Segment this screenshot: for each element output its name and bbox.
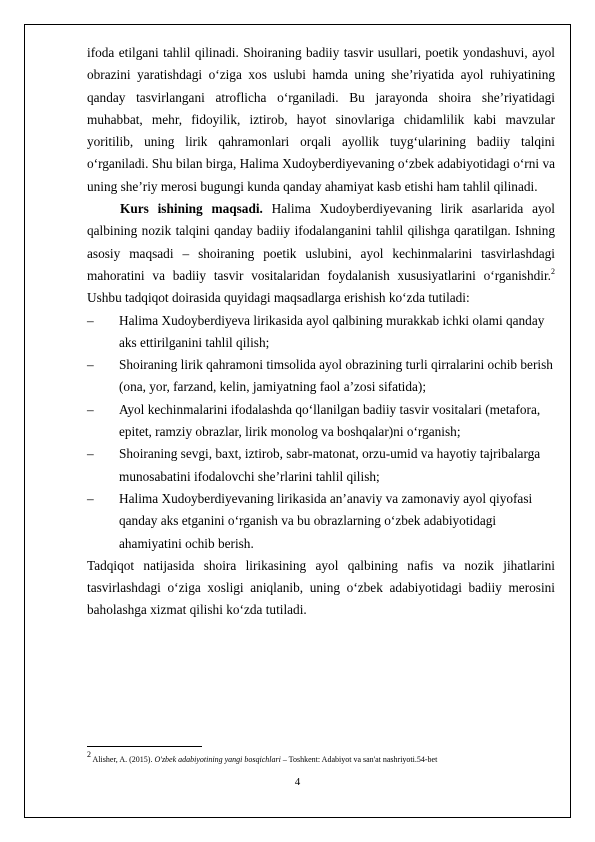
footnote-title: O'zbek adabiyotining yangi bosqichlari bbox=[154, 755, 281, 764]
list-item-text: Halima Xudoyberdiyevaning lirikasida an’anaviy va zamonaviy ayol qiyofasi qanday aks etganini o‘rganish va bu obrazlarning o‘zbek adabiyotidagi ahamiyatini ochib berish. bbox=[119, 490, 533, 551]
dash-bullet: – bbox=[87, 446, 94, 462]
list-item bbox=[87, 354, 555, 399]
goal-text-tail: Ushbu tadqiqot doirasida quyidagi maqsadlarga erishish ko‘zda tutiladi: bbox=[87, 290, 470, 306]
goal-text: Halima Xudoyberdiyevaning lirik asarlarida ayol qalbining nozik talqini qanday badiiy ifodalanganini tahlil qilishga qaratilgan. Ishning asosiy maqsadi – shoiraning poetik uslubini, ayol kechinmalarini tasvirlashdagi mahoratini va badiiy tasvir vositalaridan foydalanish xususiyatlarini o‘rganishdir. bbox=[87, 201, 555, 283]
page-number: 4 bbox=[294, 776, 301, 788]
list-item-text: Halima Xudoyberdiyeva lirikasida ayol qalbining murakkab ichki olami qanday aks ettirilganini tahlil qilish; bbox=[119, 312, 545, 350]
list-item bbox=[87, 399, 555, 444]
list-item bbox=[87, 443, 555, 488]
aims-list bbox=[87, 310, 555, 555]
page-body bbox=[87, 42, 555, 622]
footnote bbox=[87, 750, 555, 765]
footnote-reference[interactable]: 2 bbox=[551, 266, 555, 276]
footnote-source: – Toshkent: Adabiyot va san'at nashriyoti.54-bet bbox=[280, 755, 438, 764]
dash-bullet: – bbox=[87, 357, 94, 373]
paragraph-goal bbox=[87, 198, 555, 309]
list-item bbox=[87, 310, 555, 355]
list-item-text: Shoiraning sevgi, baxt, iztirob, sabr-matonat, orzu-umid va hayotiy tajribalarga munosabatini ifodalovchi she’rlarini tahlil qilish; bbox=[119, 446, 541, 484]
footnote-author: Alisher, A. (2015). bbox=[91, 755, 155, 764]
dash-bullet: – bbox=[87, 490, 94, 506]
list-item-text: Ayol kechinmalarini ifodalashda qo‘llanilgan badiiy tasvir vositalari (metafora, epitet, ramziy obrazlar, lirik monolog va boshqalar)ni o‘rganish; bbox=[119, 401, 541, 440]
list-item-text: Shoiraning lirik qahramoni timsolida ayol obrazining turli qirralarini ochib berish (ona, yor, farzand, kelin, jamiyatning faol a’zosi sifatida); bbox=[119, 357, 553, 395]
footnote-number: 2 bbox=[87, 750, 91, 760]
footnote-separator bbox=[87, 746, 202, 747]
goal-heading: Kurs ishining maqsadi. bbox=[120, 201, 263, 217]
dash-bullet: – bbox=[87, 401, 94, 417]
dash-bullet: – bbox=[87, 312, 94, 328]
paragraph-result: Tadqiqot natijasida shoira lirikasining ayol qalbining nafis va nozik jihatlarini tasvirlashdagi o‘ziga xosligi aniqlanib, uning o‘zbek adabiyotidagi badiiy merosini baholashga xizmat qilishi ko‘zda tutiladi. bbox=[87, 557, 555, 618]
paragraph-intro: ifoda etilgani tahlil qilinadi. Shoiraning badiiy tasvir usullari, poetik yondashuvi, ayol obrazini yaratishdagi o‘ziga xos uslubi hamda uning she’riyatida ayol ruhiyatining qanday tasvirlangani atroflicha o‘rganiladi. Bu jarayonda shoira she’riyatidagi muhabbat, mehr, fidoyilik, iztirob, hayot sinovlariga chidamlilik kabi mavzular yoritilib, uning lirik qahramonlari orqali ayollik tuyg‘ularining badiiy talqini o‘rganiladi. Shu bilan birga, Halima Xudoyberdiyevaning o‘zbek adabiyotidagi o‘rni va uning she’riy merosi bugungi kunda qanday ahamiyat kasb etishi ham tahlil qilinadi. bbox=[87, 45, 555, 194]
list-item bbox=[87, 488, 555, 555]
